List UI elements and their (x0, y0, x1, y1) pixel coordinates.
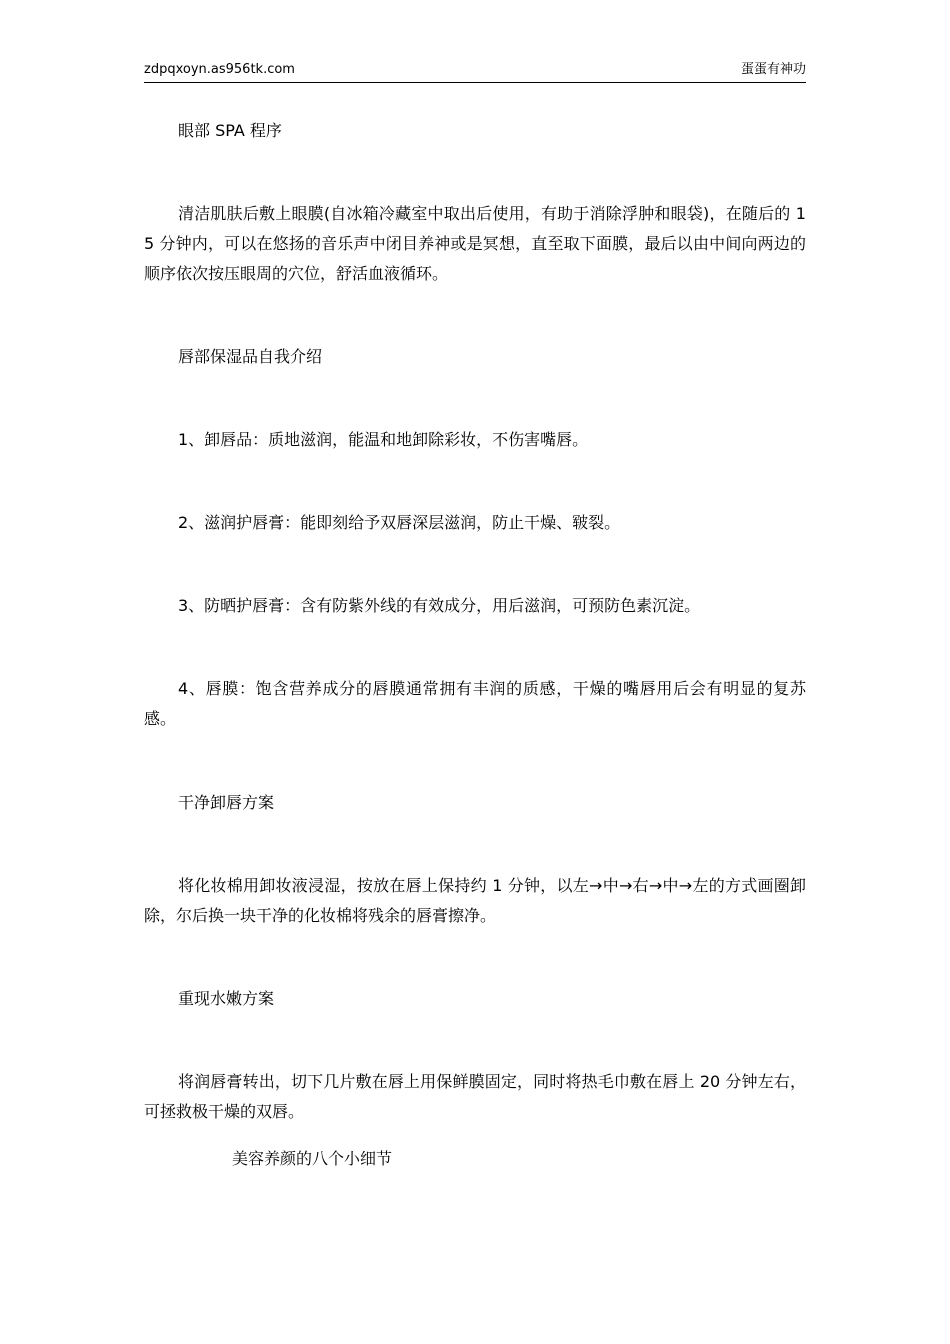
lip-item-2: 2、滋润护唇膏：能即刻给予双唇深层滋润，防止干燥、皲裂。 (178, 513, 621, 532)
eye-spa-heading: 眼部 SPA 程序 (178, 121, 282, 140)
lip-care-heading: 唇部保湿品自我介绍 (178, 347, 323, 366)
clean-lip-paragraph: 将化妆棉用卸妆液浸湿，按放在唇上保持约 1 分钟，以左→中→右→中→左的方式画圈卸除，尔后换一块干净的化妆棉将残余的唇膏擦净。 (144, 876, 806, 925)
page-header (144, 58, 806, 83)
clean-lip-heading: 干净卸唇方案 (178, 793, 275, 812)
lip-item-1: 1、卸唇品：质地滋润，能温和地卸除彩妆，不伤害嘴唇。 (178, 430, 589, 449)
lip-item-4: 4、唇膜：饱含营养成分的唇膜通常拥有丰润的质感，干燥的嘴唇用后会有明显的复苏感。 (144, 679, 806, 728)
site-url: zdpqxoyn.as956tk.com (144, 62, 295, 77)
section-subtitle: 美容养颜的八个小细节 (232, 1149, 393, 1168)
lip-item-3: 3、防晒护唇膏：含有防紫外线的有效成分，用后滋润，可预防色素沉淀。 (178, 596, 701, 615)
tender-lip-heading: 重现水嫩方案 (178, 989, 275, 1008)
header-title: 蛋蛋有神功 (740, 62, 806, 77)
eye-spa-paragraph: 清洁肌肤后敷上眼膜(自冰箱冷藏室中取出后使用，有助于消除浮肿和眼袋)，在随后的 15 分钟内，可以在悠扬的音乐声中闭目养神或是冥想，直至取下面膜，最后以由中间向两边的顺序依次按压眼周的穴位，舒活血液循环。 (144, 204, 806, 283)
tender-lip-paragraph: 将润唇膏转出，切下几片敷在唇上用保鲜膜固定，同时将热毛巾敷在唇上 20 分钟左右，可拯救极干燥的双唇。 (144, 1072, 806, 1121)
